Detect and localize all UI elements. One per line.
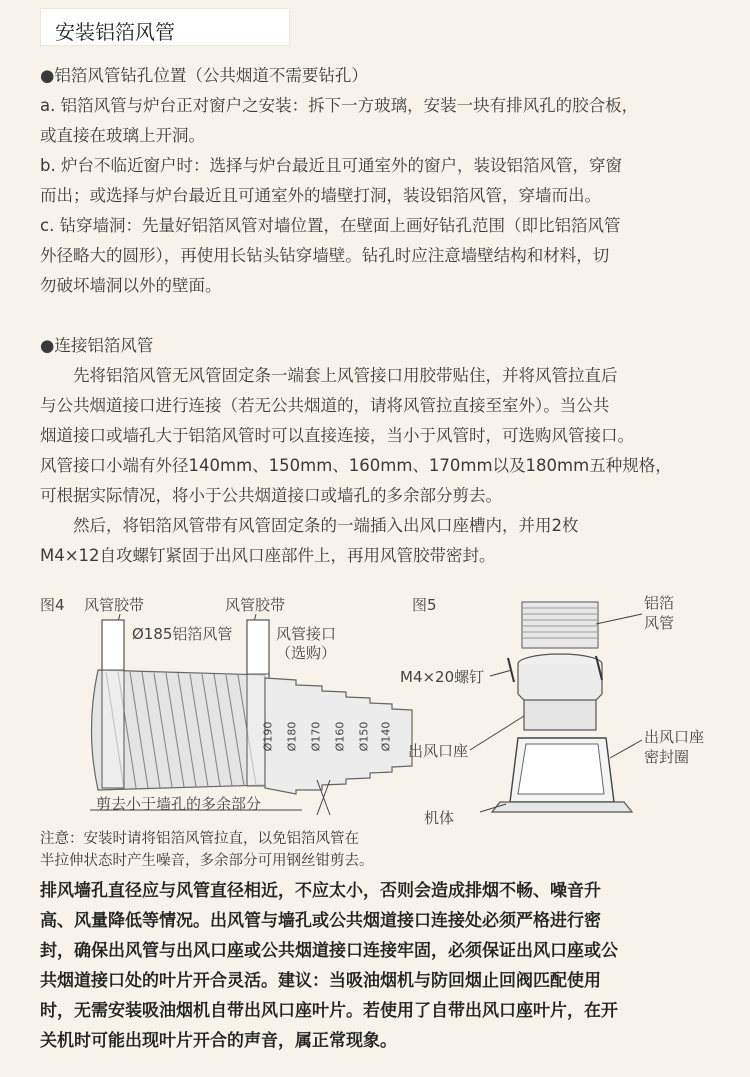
fig4-adapter-label: 风管接口 (276, 625, 337, 643)
fig4-duct-label: Ø185铝箔风管 (132, 625, 233, 643)
fig4-tape2-label: 风管胶带 (225, 596, 286, 614)
final-line: 关机时可能出现叶片开合的声音，属正常现象。 (40, 1031, 397, 1051)
section1-line: 而出；或选择与炉台最近且可通室外的墙壁打洞，装设铝箔风管，穿墙而出。 (40, 186, 601, 205)
final-line: 高、风量降低等情况。出风管与墙孔或公共烟道接口连接处必须严格进行密 (40, 911, 601, 931)
section2-line: 先将铝箔风管无风管固定条一端套上风管接口用胶带贴住，并将风管拉直后 (73, 366, 618, 385)
figure-4 (40, 590, 420, 820)
fig4-label: 图4 (40, 596, 65, 614)
section2-line: 烟道接口或墙孔大于铝箔风管时可以直接连接，当小于风管时，可选购风管接口。 (40, 426, 634, 445)
fig5-label: 图5 (412, 596, 437, 614)
note-line: 注意：安装时请将铝箔风管拉直，以免铝箔风管在 (40, 831, 359, 847)
section2-line: 可根据实际情况，将小于公共烟道接口或墙孔的多余部分剪去。 (40, 486, 502, 505)
fig4-adapter-sub-label: （选购） (276, 644, 337, 662)
final-line: 封，确保出风管与出风口座或公共烟道接口连接牢固，必须保证出风口座或公 (40, 941, 618, 961)
section2-line: 风管接口小端有外径140mm、150mm、160mm、170mm以及180mm五种规格， (40, 456, 672, 475)
section2-heading: ●连接铝箔风管 (40, 336, 154, 355)
final-line: 共烟道接口处的叶片开合灵活。建议：当吸油烟机与防回烟止回阀匹配使用 (40, 971, 601, 991)
fig5-body-label: 机体 (424, 809, 455, 827)
section1-line: a. 铝箔风管与炉台正对窗户之安装：拆下一方玻璃，安装一块有排风孔的胶合板， (40, 96, 639, 115)
section1-line: 外径略大的圆形），再使用长钻头钻穿墙壁。钻孔时应注意墙壁结构和材料，切 (40, 246, 610, 265)
fig4-cut-label: 剪去小于墙孔的多余部分 (96, 795, 262, 813)
figure-note (40, 828, 480, 872)
fig5-seal-label-2: 密封圈 (644, 748, 690, 766)
section1-line: 或直接在玻璃上开洞。 (40, 126, 205, 145)
size-label: Ø190 (261, 721, 275, 752)
fig5-outlet-label: 出风口座 (408, 742, 469, 760)
size-label: Ø160 (333, 721, 347, 752)
section2-line: 与公共烟道接口进行连接（若无公共烟道的，请将风管拉直接至室外）。当公共 (40, 396, 610, 415)
note-line: 半拉伸状态时产生噪音，多余部分可用钢丝钳剪去。 (40, 853, 374, 869)
section1-heading: ●铝箔风管钻孔位置（公共烟道不需要钻孔） (40, 66, 368, 85)
fig4-tape1-label: 风管胶带 (84, 596, 145, 614)
figure-5 (400, 590, 720, 830)
section2-line: M4×12自攻螺钉紧固于出风口座部件上，再用风管胶带密封。 (40, 546, 496, 565)
outlet-illustration (400, 590, 720, 830)
fig5-seal-label: 出风口座 (644, 728, 705, 746)
fig5-duct-label: 铝箔 (644, 594, 675, 612)
size-label: Ø170 (309, 721, 323, 752)
section1-line: b. 炉台不临近窗户时：选择与炉台最近且可通室外的窗户，装设铝箔风管，穿窗 (40, 156, 622, 175)
section1-line: 勿破坏墙洞以外的壁面。 (40, 276, 222, 295)
page-title: 安装铝箔风管 (55, 20, 175, 44)
size-label: Ø140 (379, 721, 393, 752)
section-drill-position (40, 61, 720, 301)
size-label: Ø150 (357, 721, 371, 752)
duct-illustration (40, 590, 420, 820)
final-line: 排风墙孔直径应与风管直径相近，不应太小，否则会造成排烟不畅、噪音升 (40, 881, 601, 901)
final-paragraph (40, 876, 720, 1056)
fig5-screw-label: M4×20螺钉 (400, 668, 485, 686)
title-box (40, 8, 290, 46)
final-line: 时，无需安装吸油烟机自带出风口座叶片。若使用了自带出风口座叶片，在开 (40, 1001, 618, 1021)
section2-line: 然后，将铝箔风管带有风管固定条的一端插入出风口座槽内，并用2枚 (73, 516, 579, 535)
fig5-duct-label-2: 风管 (644, 614, 675, 632)
section-connect-duct (40, 331, 720, 571)
section1-line: c. 钻穿墙洞：先量好铝箔风管对墙位置，在壁面上画好钻孔范围（即比铝箔风管 (40, 216, 621, 235)
size-label: Ø180 (285, 721, 299, 752)
